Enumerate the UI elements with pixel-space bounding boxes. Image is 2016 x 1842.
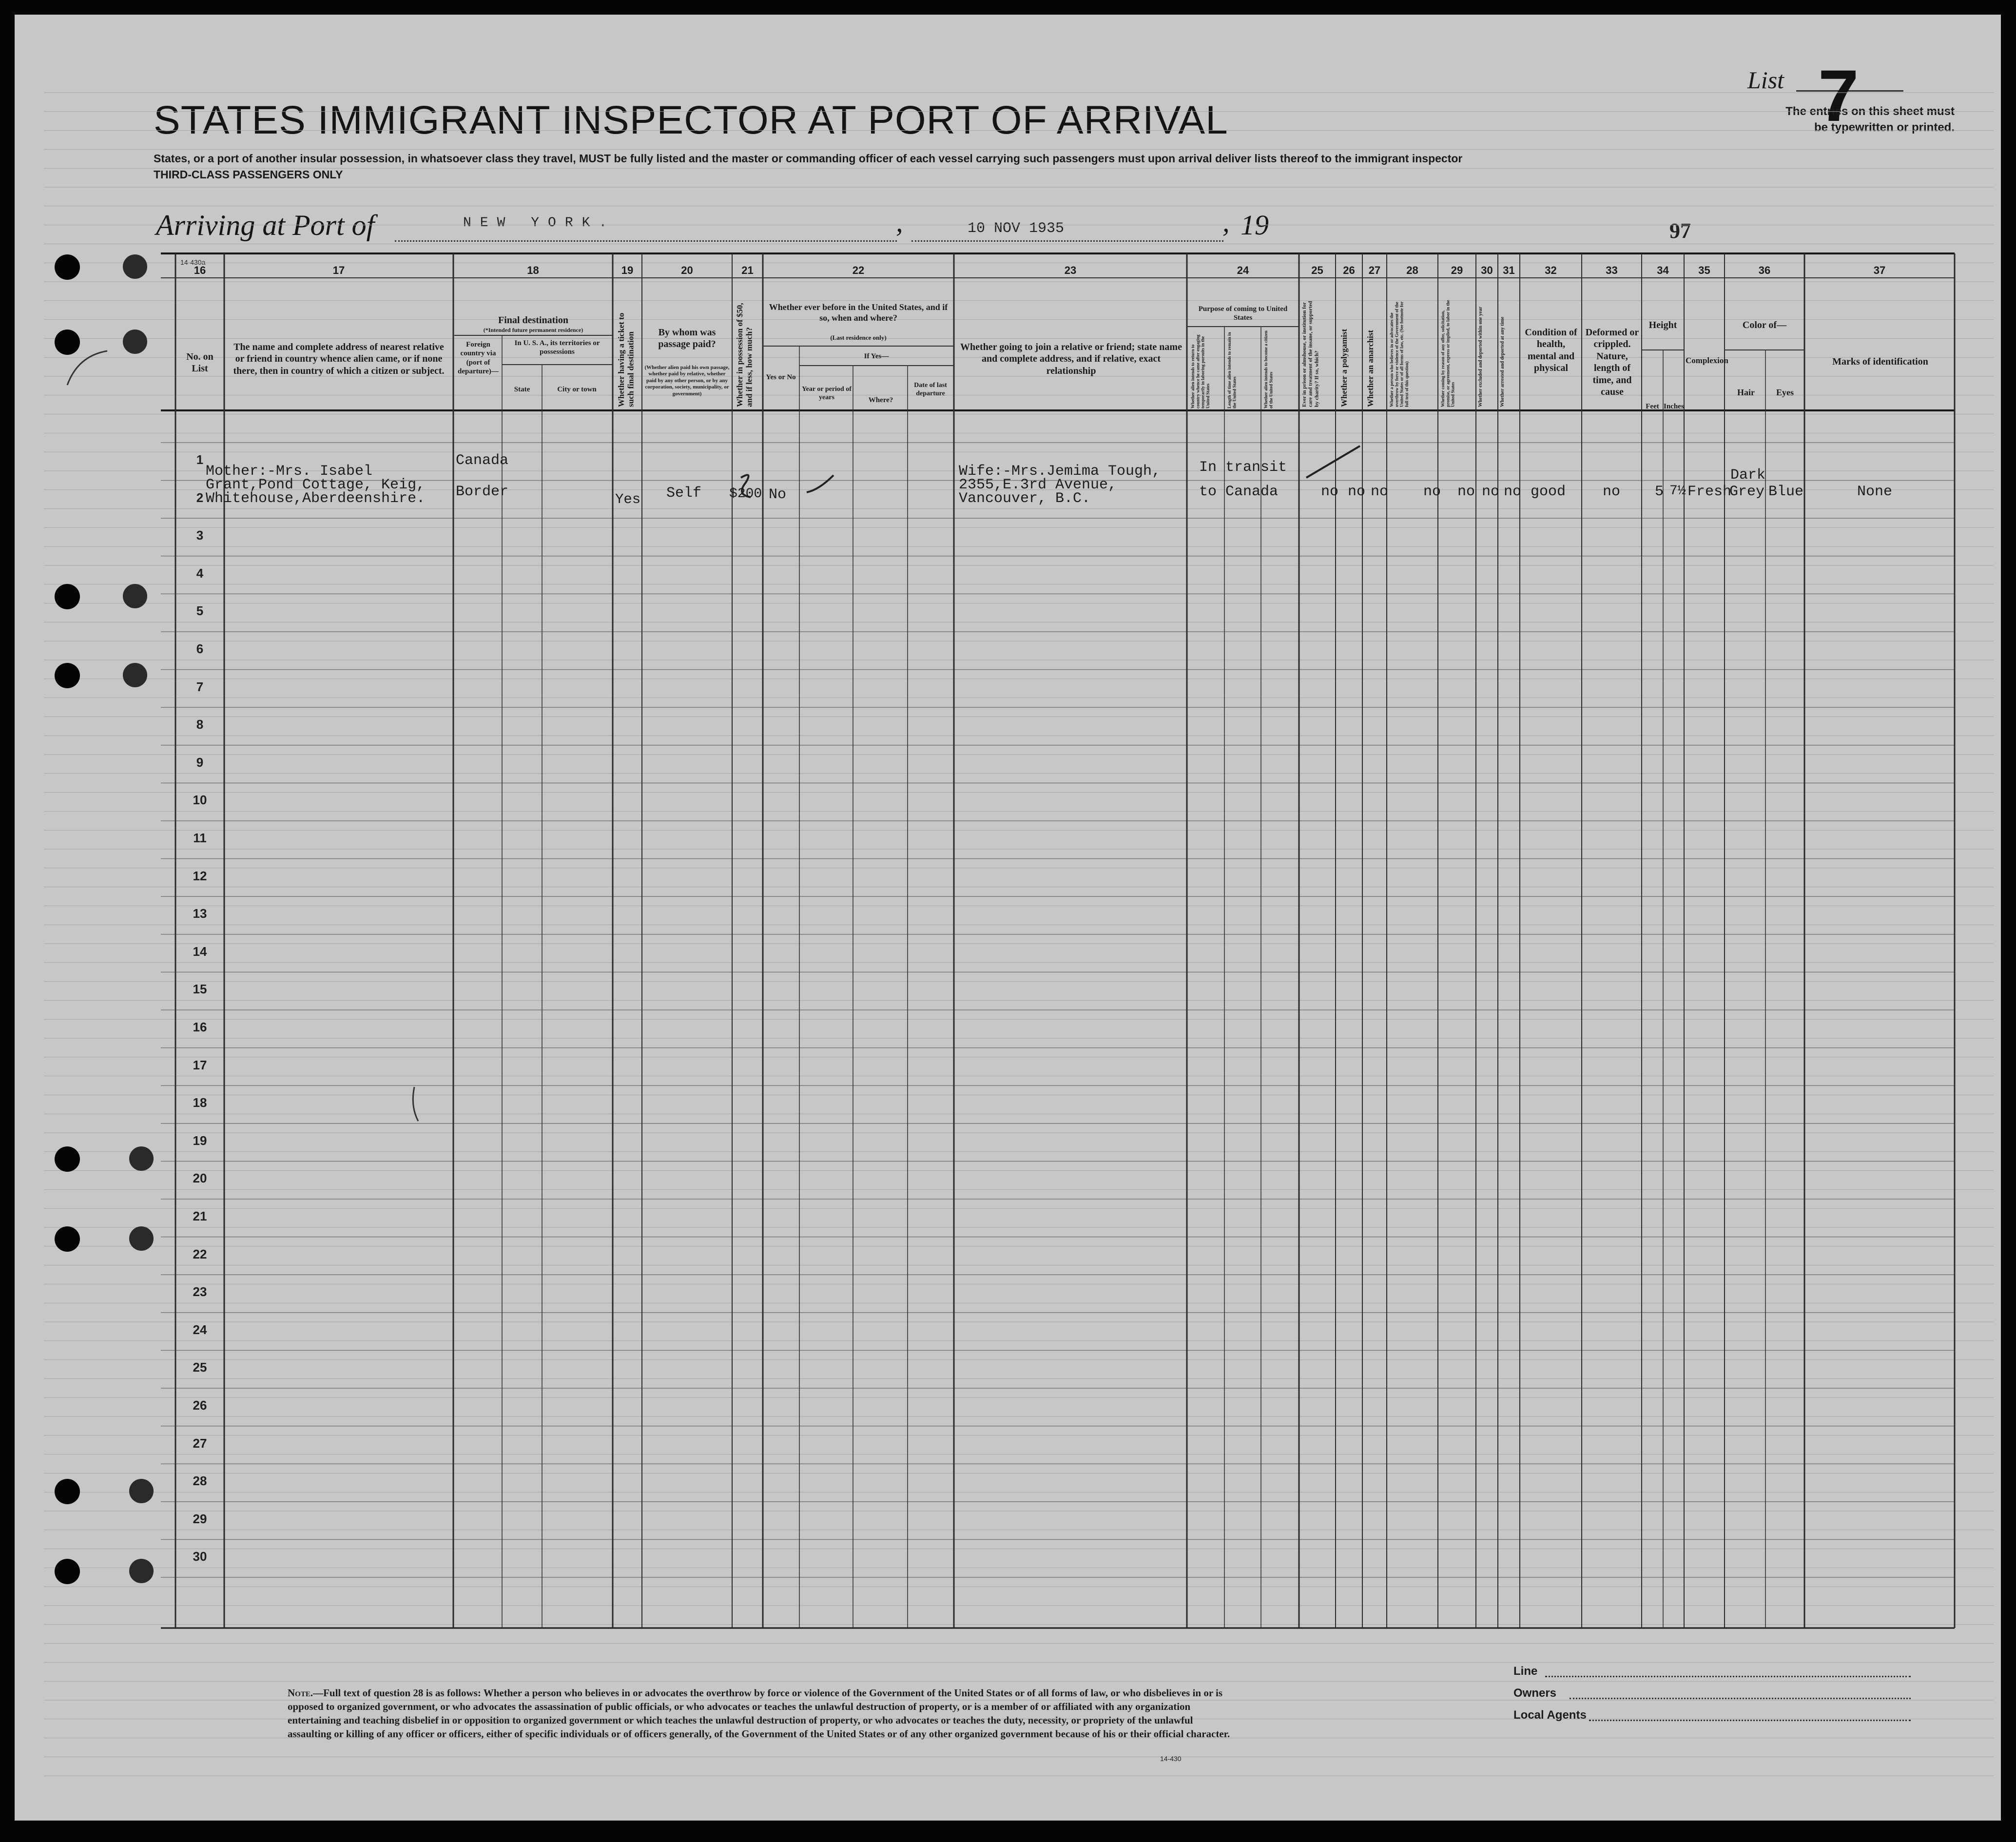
- header-c24: Purpose of coming to United States: [1198, 305, 1288, 322]
- row-number: 23: [193, 1284, 207, 1299]
- pencil-mark-left: [67, 351, 107, 385]
- page-title: STATES IMMIGRANT INSPECTOR AT PORT OF ARRIVAL: [154, 98, 1228, 142]
- header-c18-city: City or town: [557, 386, 597, 393]
- manifest-sheet: [15, 15, 2001, 1821]
- header-c24-v3: Whether alien intends to become a citizen of the United States: [1263, 330, 1274, 408]
- header-c24-v1: Whether alien intends to return to country whence he came after engaging temporarily in laboring pursuits in the United States: [1190, 334, 1211, 408]
- entry1-q26: no: [1348, 484, 1366, 500]
- entry1-marks: None: [1857, 484, 1893, 500]
- colnum-34: 34: [1657, 264, 1669, 276]
- binder-hole-shadow: [123, 663, 147, 687]
- row-number: 30: [193, 1549, 207, 1564]
- entry1-relative-line3: Whitehouse,Aberdeenshire.: [206, 490, 426, 507]
- entry1-join-line3: Vancouver, B.C.: [959, 490, 1091, 507]
- colnum-36: 36: [1758, 264, 1771, 276]
- colnum-17: 17: [332, 264, 345, 276]
- row-number: 22: [193, 1246, 207, 1261]
- header-c35: Complexion: [1686, 356, 1728, 365]
- entry1-eyes: Blue: [1768, 484, 1804, 500]
- row-number: 11: [193, 831, 207, 845]
- header-c26: Whether a polygamist: [1339, 329, 1349, 407]
- footnote-text: —Full text of question 28 is as follows: Whether a person who believes in or advocates the overthrow by force or violence of the Government of the United States or of all forms of law, or who disbelieves in or is opposed to organized government, or who advocates the assassination of public officials, or who advocates or teaches the unlawful destruction of property, or is a member of or affiliated with any organization entertaining and teaching disbelief in or opposition to organized government or which teaches the unlawful destruction of property, or who advocates or teaches the duty, necessity, or propriety of the unlawful assaulting or killing of any officer or officers, either of specific individuals or of officers generally, of the Government of the United States or of any other organized government because of his or their official character.: [288, 1687, 1230, 1740]
- header-c28: Whether a person who believes in or advocates the overthrow by force or violence of the Government of the United States or of all forms of law, etc. (See footnote for full text of this question): [1389, 301, 1410, 407]
- colnum-35: 35: [1698, 264, 1710, 276]
- row-number: 7: [196, 679, 204, 694]
- colnum-24: 24: [1237, 264, 1249, 276]
- port-value: NEW YORK.: [463, 215, 616, 231]
- entry1-money: $200: [729, 486, 762, 502]
- entry1-q25: no: [1321, 484, 1339, 500]
- typewritten-note-line2: be typewritten or printed.: [1814, 121, 1955, 134]
- entry1-purpose-line1: In transit: [1199, 459, 1287, 476]
- comma-2: ,: [1222, 206, 1230, 238]
- row-number: 26: [193, 1398, 207, 1413]
- footnote-label: Note.: [288, 1687, 313, 1699]
- comma-1: ,: [896, 206, 903, 238]
- row-number: 21: [193, 1209, 207, 1223]
- row-number: 3: [196, 528, 204, 543]
- header-c17: The name and complete address of nearest relative or friend in country whence alien came, or if none there, then in country of which a citizen or subject.: [233, 342, 445, 376]
- binder-hole-shadow: [129, 1479, 154, 1503]
- entry1-health: good: [1531, 484, 1566, 500]
- header-c20-sub: (Whether alien paid his own passage, whether paid by relative, whether paid by any other person, or by any corporation, society, municipality, or government): [644, 365, 730, 397]
- entry1-hair-line2: Grey: [1729, 484, 1765, 500]
- binder-hole-shadow: [123, 330, 147, 354]
- binder-hole: [55, 254, 80, 280]
- row-number: 25: [193, 1360, 207, 1375]
- row-number: 28: [193, 1474, 207, 1489]
- header-c36-eyes: Eyes: [1776, 388, 1794, 397]
- colnum-21: 21: [741, 264, 754, 276]
- footer-agents-dots: [1589, 1718, 1911, 1721]
- footer-owners-dots: [1570, 1696, 1911, 1699]
- header-c34: Height: [1648, 320, 1677, 330]
- date-stamp: 10 NOV 1935: [968, 220, 1065, 237]
- form-code-top: 14-430a: [180, 258, 206, 266]
- row-number: 19: [193, 1133, 207, 1148]
- binder-hole-shadow: [123, 584, 147, 608]
- subtitle-line1: States, or a port of another insular possession, in whatsoever class they travel, MUST be fully listed and the master or commanding officer of each vessel carrying such passengers must upon arrival deliver lists thereof to the immigrant inspector: [154, 152, 1463, 165]
- row-number: 16: [193, 1020, 207, 1034]
- footnote-q28: [288, 1687, 1238, 1741]
- colnum-33: 33: [1606, 264, 1618, 276]
- row-number: 5: [196, 603, 204, 619]
- binder-hole: [55, 1146, 80, 1172]
- header-c34-feet: Feet: [1646, 403, 1659, 410]
- subtitle-line2: THIRD-CLASS PASSENGERS ONLY: [154, 168, 343, 181]
- row-number: 10: [193, 793, 207, 808]
- header-c30: Whether excluded and deported within one year: [1478, 307, 1483, 407]
- entry1-inches: 7½: [1669, 484, 1686, 499]
- header-c22-sub: (Last residence only): [830, 334, 887, 341]
- header-c21: Whether in possession of $50, and if less, how much?: [735, 303, 754, 407]
- row-number: 18: [193, 1095, 207, 1110]
- header-c25: Ever in prison or almshouse, or institution for care and treatment of the insane, or supported by charity? If so, which?: [1301, 301, 1320, 407]
- entry1-hair-line1: Dark: [1730, 467, 1766, 484]
- row-number: 24: [193, 1322, 207, 1337]
- arriving-label: Arriving at Port of: [156, 209, 375, 241]
- binder-hole: [55, 1559, 80, 1584]
- colnum-37: 37: [1873, 264, 1886, 276]
- header-c33: Deformed or crippled. Nature, length of time, and cause: [1585, 327, 1639, 397]
- entry1-q27: no: [1371, 484, 1389, 500]
- entry1-foreign-port: Border: [456, 484, 509, 500]
- binder-hole: [55, 584, 80, 609]
- list-number: 7: [1818, 55, 1859, 136]
- entry1-complexion: Fresh: [1687, 484, 1732, 500]
- colnum-28: 28: [1406, 264, 1418, 276]
- colnum-25: 25: [1311, 264, 1323, 276]
- row-number: 6: [196, 641, 204, 656]
- colnum-20: 20: [681, 264, 693, 276]
- header-c22-yesno: Yes or No: [766, 373, 796, 381]
- binder-hole: [55, 663, 80, 688]
- entry1-q29: no: [1457, 484, 1475, 500]
- row-number: 2: [196, 490, 204, 505]
- entry1-ticket: Yes: [615, 491, 641, 507]
- header-c31: Whether arrested and deported at any time: [1500, 316, 1505, 407]
- header-c22-date: Date of last departure: [914, 382, 947, 398]
- colnum-16: 16: [194, 264, 206, 276]
- row-number: 14: [193, 944, 207, 959]
- header-c34-inches: Inches: [1664, 403, 1684, 410]
- binder-hole: [55, 330, 80, 355]
- colnum-27: 27: [1368, 264, 1381, 276]
- colnum-32: 32: [1545, 264, 1557, 276]
- entry1-purpose-line2: to Canada: [1199, 484, 1279, 500]
- header-c20: By whom was passage paid?: [658, 327, 716, 350]
- entry1-passage: Self: [666, 485, 702, 502]
- page-number: 97: [1669, 219, 1691, 243]
- header-c29: Whether coming by reason of any offer, solicitation, promise, or agreement, express or implied, to labor in the United States: [1440, 300, 1455, 407]
- grid-lines: [15, 15, 2001, 1821]
- row-number: 17: [193, 1057, 207, 1072]
- header-c18: Final destination: [498, 315, 568, 326]
- entry1-relative-line2: Grant,Pond Cottage, Keig,: [206, 477, 426, 493]
- header-c22-years: Year or period of years: [802, 386, 852, 402]
- header-c19: Whether having a ticket to such final destination: [617, 312, 636, 407]
- row-number: 29: [193, 1511, 207, 1526]
- entry1-join-line1: Wife:-Mrs.Jemima Tough,: [959, 463, 1161, 480]
- colnum-31: 31: [1503, 264, 1515, 276]
- entry1-q28: no: [1423, 484, 1441, 500]
- colnum-30: 30: [1481, 264, 1493, 276]
- row-number: 4: [196, 565, 204, 581]
- header-c18-foreign: Foreign country via (port of departure)—: [458, 341, 499, 375]
- footer-owners-label: Owners: [1513, 1687, 1557, 1700]
- row-number: 27: [193, 1435, 207, 1451]
- binder-hole-shadow: [129, 1146, 154, 1171]
- entry1-q31: no: [1504, 484, 1522, 500]
- row-number: 20: [193, 1171, 207, 1186]
- stray-mark: [413, 1087, 418, 1121]
- footer-line-label: Line: [1513, 1665, 1538, 1678]
- header-c18-usa: In U. S. A., its territories or possessions: [514, 339, 600, 356]
- entry1-feet: 5: [1655, 484, 1664, 500]
- header-c22-ifyes: If Yes—: [864, 352, 889, 360]
- colnum-26: 26: [1343, 264, 1355, 276]
- binder-hole: [55, 1226, 80, 1252]
- binder-hole-shadow: [129, 1226, 154, 1251]
- header-c16: No. on List: [186, 351, 213, 374]
- header-c24-v2: Length of time alien intends to remain in the United States: [1227, 332, 1237, 408]
- checkmark-c25: [1306, 446, 1360, 478]
- entry1-join-line2: 2355,E.3rd Avenue,: [959, 477, 1117, 493]
- header-c18-state: State: [514, 386, 530, 393]
- year-prefix: 19: [1241, 209, 1269, 241]
- colnum-19: 19: [621, 264, 634, 276]
- colnum-29: 29: [1451, 264, 1463, 276]
- row-number: 12: [193, 868, 207, 883]
- entry1-relative-line1: Mother:-Mrs. Isabel: [206, 463, 373, 480]
- header-c37: Marks of identification: [1832, 356, 1928, 367]
- header-c36: Color of—: [1742, 320, 1787, 330]
- header-c22: Whether ever before in the United States, and if so, when and where?: [769, 302, 948, 323]
- row-number: 15: [193, 982, 207, 997]
- typewritten-note-line1: The entries on this sheet must: [1785, 105, 1955, 118]
- list-label: List: [1747, 66, 1784, 94]
- binder-hole-shadow: [129, 1559, 154, 1583]
- colnum-23: 23: [1064, 264, 1077, 276]
- row-number: 9: [196, 755, 204, 770]
- header-c27: Whether an anarchist: [1366, 330, 1375, 407]
- binder-hole-shadow: [123, 254, 147, 279]
- header-c22-where: Where?: [868, 396, 893, 404]
- footer-line-dots: [1545, 1674, 1911, 1677]
- header-c23: Whether going to join a relative or friend; state name and complete address, and if relative, exact relationship: [960, 342, 1182, 376]
- header-c18-sub: (*Intended future permanent residence): [483, 327, 583, 333]
- row-number: 8: [196, 717, 204, 732]
- entry1-before-us: No: [769, 486, 787, 503]
- entry1-q30: no: [1482, 484, 1500, 500]
- colnum-22: 22: [852, 264, 865, 276]
- entry1-deformed: no: [1603, 484, 1621, 500]
- header-c32: Condition of health, mental and physical: [1525, 327, 1577, 374]
- column-dividers: [175, 253, 1955, 1628]
- binder-hole: [55, 1479, 80, 1504]
- row-number: 13: [193, 906, 207, 921]
- footer-agents-label: Local Agents: [1513, 1708, 1587, 1722]
- row-number: 1: [196, 452, 204, 467]
- footer-form-code: 14-430: [1160, 1755, 1182, 1763]
- header-c36-hair: Hair: [1737, 388, 1755, 397]
- colnum-18: 18: [527, 264, 539, 276]
- entry1-foreign-country: Canada: [456, 452, 509, 469]
